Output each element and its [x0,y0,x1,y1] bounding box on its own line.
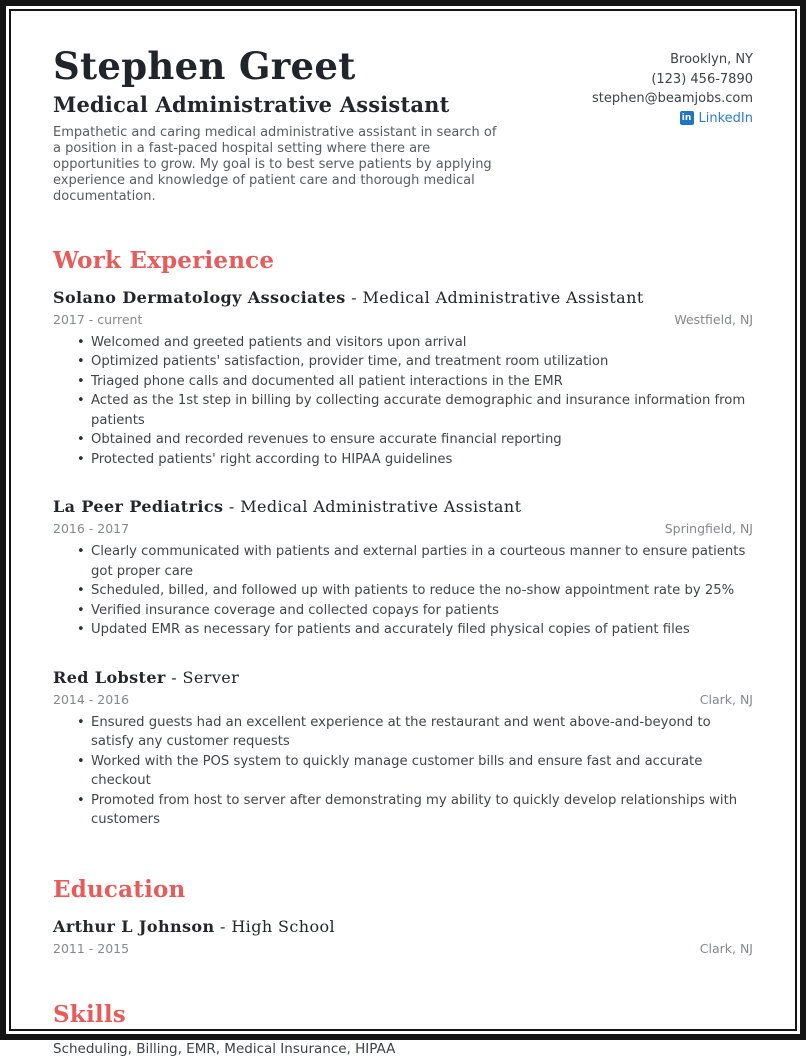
education-location: Clark, NJ [699,940,753,956]
contact-location: Brooklyn, NY [670,52,753,67]
job-bullet: • Protected patients' right according to HIPAA guidelines [77,450,753,470]
job-bullet: • Worked with the POS system to quickly manage customer bills and ensure fast and accurate checkout [77,752,753,791]
summary-text: Empathetic and caring medical administrative assistant in search of a position in a fast-paced hospital setting where there are opportunities to grow. My goal is to best serve patients by applying experience and knowledge of patient care and thorough medical documentation. [53,124,497,204]
job-location: Springfield, NJ [664,521,753,537]
job-bullet-list [53,542,753,640]
job-meta [53,311,753,328]
job-bullet: • Welcomed and greeted patients and visitors upon arrival [77,333,753,353]
linkedin-link[interactable] [592,111,753,126]
skills-heading: Skills [53,1000,126,1028]
contact-phone: (123) 456-7890 [651,71,753,87]
resume-page [9,9,797,1057]
section-work-experience [53,247,753,830]
job-bullet-list [53,333,753,470]
job-entry-lapeer [53,497,753,640]
job-location: Westfield, NJ [674,311,753,327]
section-skills [53,1001,753,1057]
job-bullet: • Verified insurance coverage and collected copays for patients [77,601,753,621]
company-name: Red Lobster [53,667,166,687]
linkedin-label: LinkedIn [698,110,753,126]
job-bullet: • Triaged phone calls and documented all patient interactions in the EMR [77,372,753,392]
work-experience-heading: Work Experience [53,246,275,274]
linkedin-icon: in [680,111,694,125]
job-bullet: • Scheduled, billed, and followed up with patients to reduce the no-show appointment rate by 25% [77,581,753,601]
job-role: Medical Administrative Assistant [362,287,644,307]
job-bullet: • Clearly communicated with patients and external parties in a courteous manner to ensure patients got proper care [77,542,753,581]
skills-list: Scheduling, Billing, EMR, Medical Insurance, HIPAA [53,1040,396,1057]
job-title-line [53,668,753,688]
school-title-line [53,917,753,937]
job-location: Clark, NJ [699,691,753,707]
job-title-line [53,288,753,308]
header-identity [53,44,508,205]
job-title-line [53,497,753,517]
candidate-name: Stephen Greet [53,44,356,88]
education-entry [53,917,753,957]
contact-block [592,50,753,126]
job-bullet: • Acted as the 1st step in billing by collecting accurate demographic and insurance information from patients [77,391,753,430]
job-entry-solano [53,288,753,470]
job-role: Medical Administrative Assistant [240,497,522,517]
job-bullet: • Optimized patients' satisfaction, provider time, and treatment room utilization [77,352,753,372]
title-separator: - [165,667,183,687]
degree: High School [231,916,336,936]
school-name: Arthur L Johnson [53,916,215,936]
job-dates: 2016 - 2017 [53,521,130,537]
job-bullet: • Obtained and recorded revenues to ensure accurate financial reporting [77,430,753,450]
title-separator: - [345,287,363,307]
section-education [53,876,753,957]
job-bullet: • Updated EMR as necessary for patients and accurately filed physical copies of patient files [77,620,753,640]
title-separator: - [223,497,241,517]
job-bullet-list [53,713,753,830]
contact-email: stephen@beamjobs.com [592,91,753,106]
job-bullet: • Promoted from host to server after demonstrating my ability to quickly develop relationships with customers [77,791,753,830]
title-separator: - [214,916,232,936]
job-meta [53,691,753,708]
education-dates: 2011 - 2015 [53,940,130,956]
candidate-title: Medical Administrative Assistant [53,91,450,117]
job-dates: 2017 - current [53,311,143,327]
education-meta [53,940,753,957]
job-entry-redlobster [53,668,753,830]
company-name: La Peer Pediatrics [53,497,224,517]
job-dates: 2014 - 2016 [53,691,130,707]
job-role: Server [182,667,240,687]
job-meta [53,520,753,537]
job-bullet: • Ensured guests had an excellent experience at the restaurant and went above-and-beyond to satisfy any customer requests [77,713,753,752]
company-name: Solano Dermatology Associates [53,287,346,307]
education-heading: Education [53,875,186,903]
resume-header [53,44,753,205]
